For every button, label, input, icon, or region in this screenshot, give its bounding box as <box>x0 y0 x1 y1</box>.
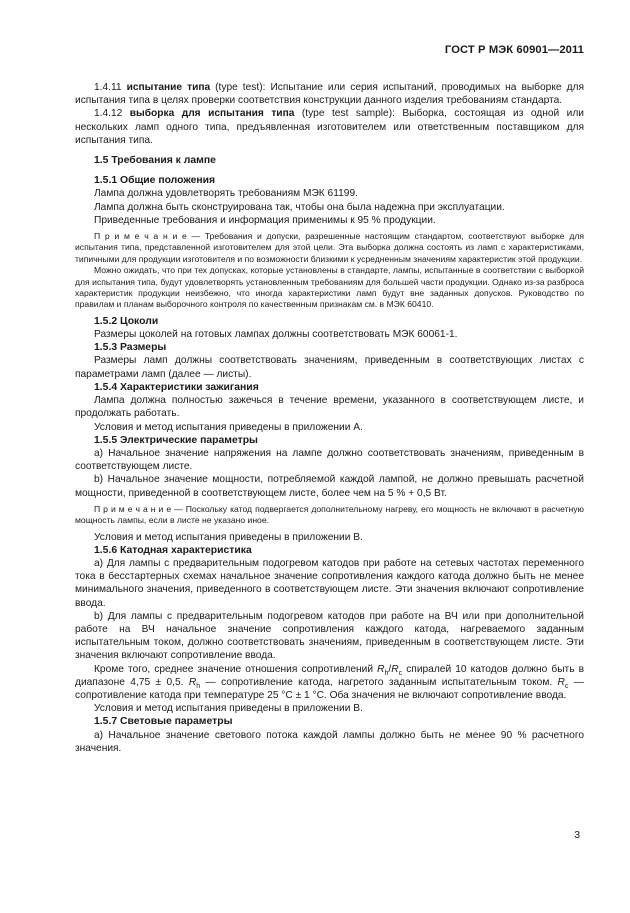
note-paragraph: П р и м е ч а н и е — Требования и допуски, разрешенные настоящим стандартом, соответствуют выборке для испытания типа, представленной изготовителем для этой цели. Эта выборка должна состоять из ламп с характеристиками, типичными для продукции изготовителя и по возможности близкими к усредненным значениям характеристик этой продукции. <box>75 231 584 264</box>
paragraph: Лампа должна быть сконструирована так, чтобы она была надежна при эксплуатации. <box>94 201 505 213</box>
page-number: 3 <box>574 830 580 841</box>
rh-symbol: R <box>188 676 197 688</box>
definition-1-4-12 <box>75 107 584 147</box>
note-block <box>75 504 584 527</box>
section-1-5-3-heading: 1.5.3 Размеры <box>94 342 167 354</box>
list-item-a: а) Начальное значение светового потока каждой лампы должно быть не менее 90 % расчетного значения. <box>75 729 584 754</box>
paragraph: Приведенные требования и информация применимы к 95 % продукции. <box>94 214 436 226</box>
rc-symbol: R <box>391 663 399 675</box>
paragraph: Лампа должна удовлетворять требованиям МЭК 61199. <box>94 188 358 200</box>
def-number: 1.4.11 <box>94 82 122 93</box>
definition-1-4-11 <box>75 81 584 107</box>
list-item-a: а) Начальное значение напряжения на лампе должно соответствовать значениям, приведенным в соответствующем листе. <box>75 447 584 473</box>
note-paragraph: П р и м е ч а н и е — Поскольку катод подвергается дополнительному нагреву, его мощность не включают в расчетную мощность лампы, если в листе не указано иное. <box>75 503 584 526</box>
def-text: (type test sample): Выборка, состоящая из одной или нескольких ламп одного типа, предъявленная изготовителем или ответственным поставщиком для испытания типа. <box>75 108 584 146</box>
rh-symbol: R <box>377 663 385 675</box>
paragraph: Лампа должна полностью зажечься в течение времени, указанного в соответствующем листе, и продолжать работать. <box>75 395 584 420</box>
standard-code-header: ГОСТ Р МЭК 60901—2011 <box>444 44 584 56</box>
paragraph: Условия и метод испытания приведены в приложении В. <box>94 703 363 715</box>
note-label: П р и м е ч а н и е <box>94 231 187 242</box>
document-body <box>75 81 584 755</box>
section-1-5-2-heading: 1.5.2 Цоколи <box>94 315 159 327</box>
section-1-5-heading: 1.5 Требования к лампе <box>94 155 216 167</box>
list-item-a: а) Для лампы с предварительным подогревом катодов при работе на сетевых частотах переменного тока в бесстартерных схемах начальное значение сопротивления каждого катода должно быть не менее минимального значения, приведенного в соответствующем листе. Эти значения включают сопротивление ввода. <box>75 557 584 609</box>
note-label: П р и м е ч а н и е <box>94 503 172 514</box>
section-1-5-6-heading: 1.5.6 Катодная характеристика <box>94 544 252 556</box>
resistance-ratio-paragraph: Кроме того, среднее значение отношения сопротивлений $R_h/R_c$ спиралей 10 катодов должно быть в диапазоне 4,75 ± 0,5. $R_h$ — сопротивление катода, нагретого заданным испытательным током. $R_c$ — сопротивление катода при температуре 25 °С ± 1 °С. Оба значения не включают сопротивление ввода. <box>75 663 584 701</box>
section-1-5-4-heading: 1.5.4 Характеристики зажигания <box>94 381 259 393</box>
note-block <box>75 231 584 311</box>
note-paragraph: Можно ожидать, что при тех допусках, которые установлены в стандарте, лампы, испытанные в соответствии с выборкой для испытания типа, будут удовлетворять установленным требованиям для большей части продукции. Однако из-за разброса характеристик продукции неизбежно, что иногда характеристики ламп будут вне заданных допусков. Руководство по правилам и планам выборочного контроля по качественным признакам см. в МЭК 60410. <box>75 265 584 310</box>
paragraph: Размеры ламп должны соответствовать значениям, приведенным в соответствующих листах с параметрами ламп (далее — листы). <box>75 355 584 380</box>
section-1-5-5-heading: 1.5.5 Электрические параметры <box>94 434 258 446</box>
def-text: (type test): Испытание или серия испытаний, проводимых на выборке для испытания типа в целях проверки соответствия конструкции данного изделия требованиям стандарта. <box>75 82 584 107</box>
section-1-5-1-heading: 1.5.1 Общие положения <box>94 175 216 187</box>
paragraph: Условия и метод испытания приведены в приложении В. <box>94 531 363 543</box>
list-item-b: b) Для лампы с предварительным подогревом катодов при работе на ВЧ или при дополнительной работе на ВЧ начальное значение сопротивления каждого катода, нагреваемого заданным испытательным током, должно соответствовать значениям, приведенным в соответствующем листе. Эти значения включают сопротивление ввода. <box>75 610 584 662</box>
paragraph: Условия и метод испытания приведены в приложении А. <box>94 421 363 433</box>
list-item-b: b) Начальное значение мощности, потребляемой каждой лампой, не должно превышать расчетной мощности, приведенной в соответствующем листе, более чем на 5 % + 0,5 Вт. <box>75 474 584 499</box>
section-1-5-7-heading: 1.5.7 Световые параметры <box>94 716 233 728</box>
def-term: выборка для испытания типа <box>129 108 295 120</box>
paragraph: Размеры цоколей на готовых лампах должны соответствовать МЭК 60061-1. <box>94 329 458 341</box>
rc-symbol: R <box>557 676 565 688</box>
def-number: 1.4.12 <box>94 108 123 120</box>
def-term: испытание типа <box>126 82 211 93</box>
